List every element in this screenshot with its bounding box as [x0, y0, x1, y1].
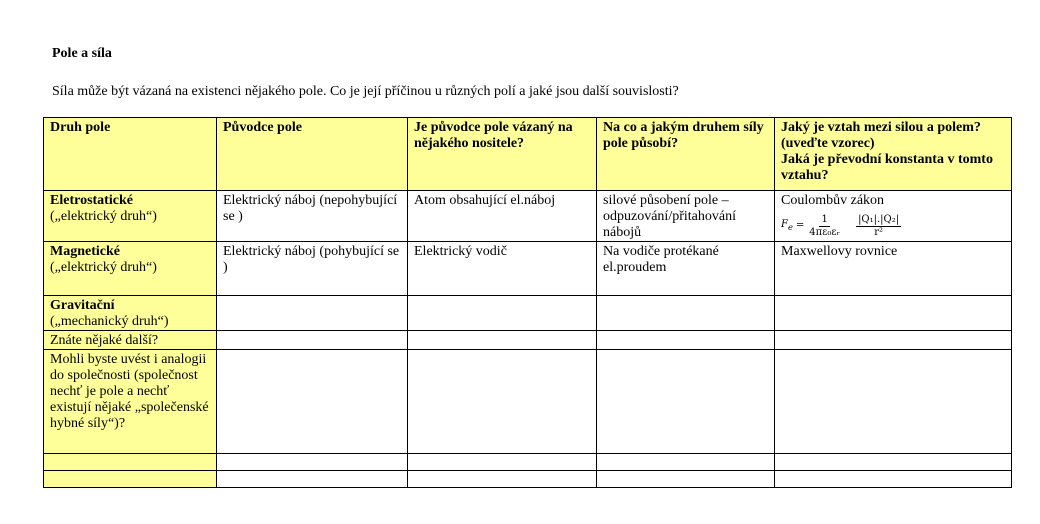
cell-empty [775, 350, 1012, 454]
cell-empty [408, 350, 597, 454]
row-label-cell [44, 454, 217, 471]
formula-equals: = [795, 220, 805, 231]
header-vztah [775, 118, 1012, 191]
cell-empty [217, 296, 408, 331]
row-name: Magnetické [50, 244, 120, 259]
cell-empty [408, 471, 597, 488]
cell-empty [775, 471, 1012, 488]
cell-empty [597, 350, 775, 454]
cell-relation: Maxwellovy rovnice [775, 242, 1012, 296]
cell-carrier: Atom obsahující el.náboj [408, 191, 597, 242]
cell-empty [217, 454, 408, 471]
row-name: Gravitační [50, 298, 115, 313]
cell-empty [217, 471, 408, 488]
coulomb-formula [781, 211, 1005, 241]
row-subtitle: („elektrický druh“) [50, 260, 157, 275]
row-name: Eletrostatické [50, 193, 133, 208]
formula-fraction-charges: $\frac{\text{|Q₁|.|Q₂|}}{\text{r²}}$ [858, 213, 900, 238]
cell-origin: Elektrický náboj (nepohybující se ) [217, 191, 408, 242]
header-pusobeni: Na co a jakým druhem síly pole působí? [597, 118, 775, 191]
header-konstanta-text: Jaká je převodní konstanta v tomto vztahu? [781, 152, 993, 183]
table-row [44, 454, 1012, 471]
header-puvodce-pole: Původce pole [217, 118, 408, 191]
cell-relation [775, 191, 1012, 242]
header-vztah-text: Jaký je vztah mezi silou a polem? (uveďte vzorec) [781, 120, 981, 151]
formula-fraction-constant: $\frac{1}{\text{4πε₀εᵣ}}$ [809, 213, 841, 238]
row-subtitle: („mechanický druh“) [50, 314, 169, 329]
cell-empty [775, 296, 1012, 331]
cell-empty [217, 331, 408, 350]
header-druh-pole: Druh pole [44, 118, 217, 191]
table-header-row [44, 118, 1012, 191]
row-label-cell: Mohli byste uvést i analogii do společnosti (společnost nechť je pole a nechť existují nějaké „společenské hybné síly“)? [44, 350, 217, 454]
row-label-cell [44, 296, 217, 331]
cell-empty [775, 454, 1012, 471]
field-force-table [43, 117, 1012, 488]
row-subtitle: („elektrický druh“) [50, 209, 157, 224]
cell-empty [597, 454, 775, 471]
cell-empty [217, 350, 408, 454]
row-label-cell [44, 471, 217, 488]
relation-name: Coulombův zákon [781, 193, 885, 208]
table-row [44, 191, 1012, 242]
table-row [44, 296, 1012, 331]
table-row [44, 242, 1012, 296]
row-label-cell [44, 242, 217, 296]
cell-empty [775, 331, 1012, 350]
cell-origin: Elektrický náboj (pohybující se ) [217, 242, 408, 296]
cell-acts: Na vodiče protékané el.proudem [597, 242, 775, 296]
cell-empty [597, 331, 775, 350]
table-row [44, 331, 1012, 350]
formula-lhs: $F_e$ [781, 219, 793, 232]
cell-empty [408, 331, 597, 350]
table-row [44, 350, 1012, 454]
cell-carrier: Elektrický vodič [408, 242, 597, 296]
cell-acts: silové působení pole – odpuzování/přitahování nábojů [597, 191, 775, 242]
row-label-cell [44, 191, 217, 242]
header-nositel: Je původce pole vázaný na nějakého nositele? [408, 118, 597, 191]
cell-empty [408, 296, 597, 331]
page-title: Pole a síla [52, 46, 112, 61]
intro-text: Síla může být vázaná na existenci nějakého pole. Co je její příčinou u různých polí a jaké jsou další souvislosti? [52, 84, 679, 99]
table-row [44, 471, 1012, 488]
cell-empty [597, 471, 775, 488]
row-label-cell: Znáte nějaké další? [44, 331, 217, 350]
cell-empty [408, 454, 597, 471]
cell-empty [597, 296, 775, 331]
